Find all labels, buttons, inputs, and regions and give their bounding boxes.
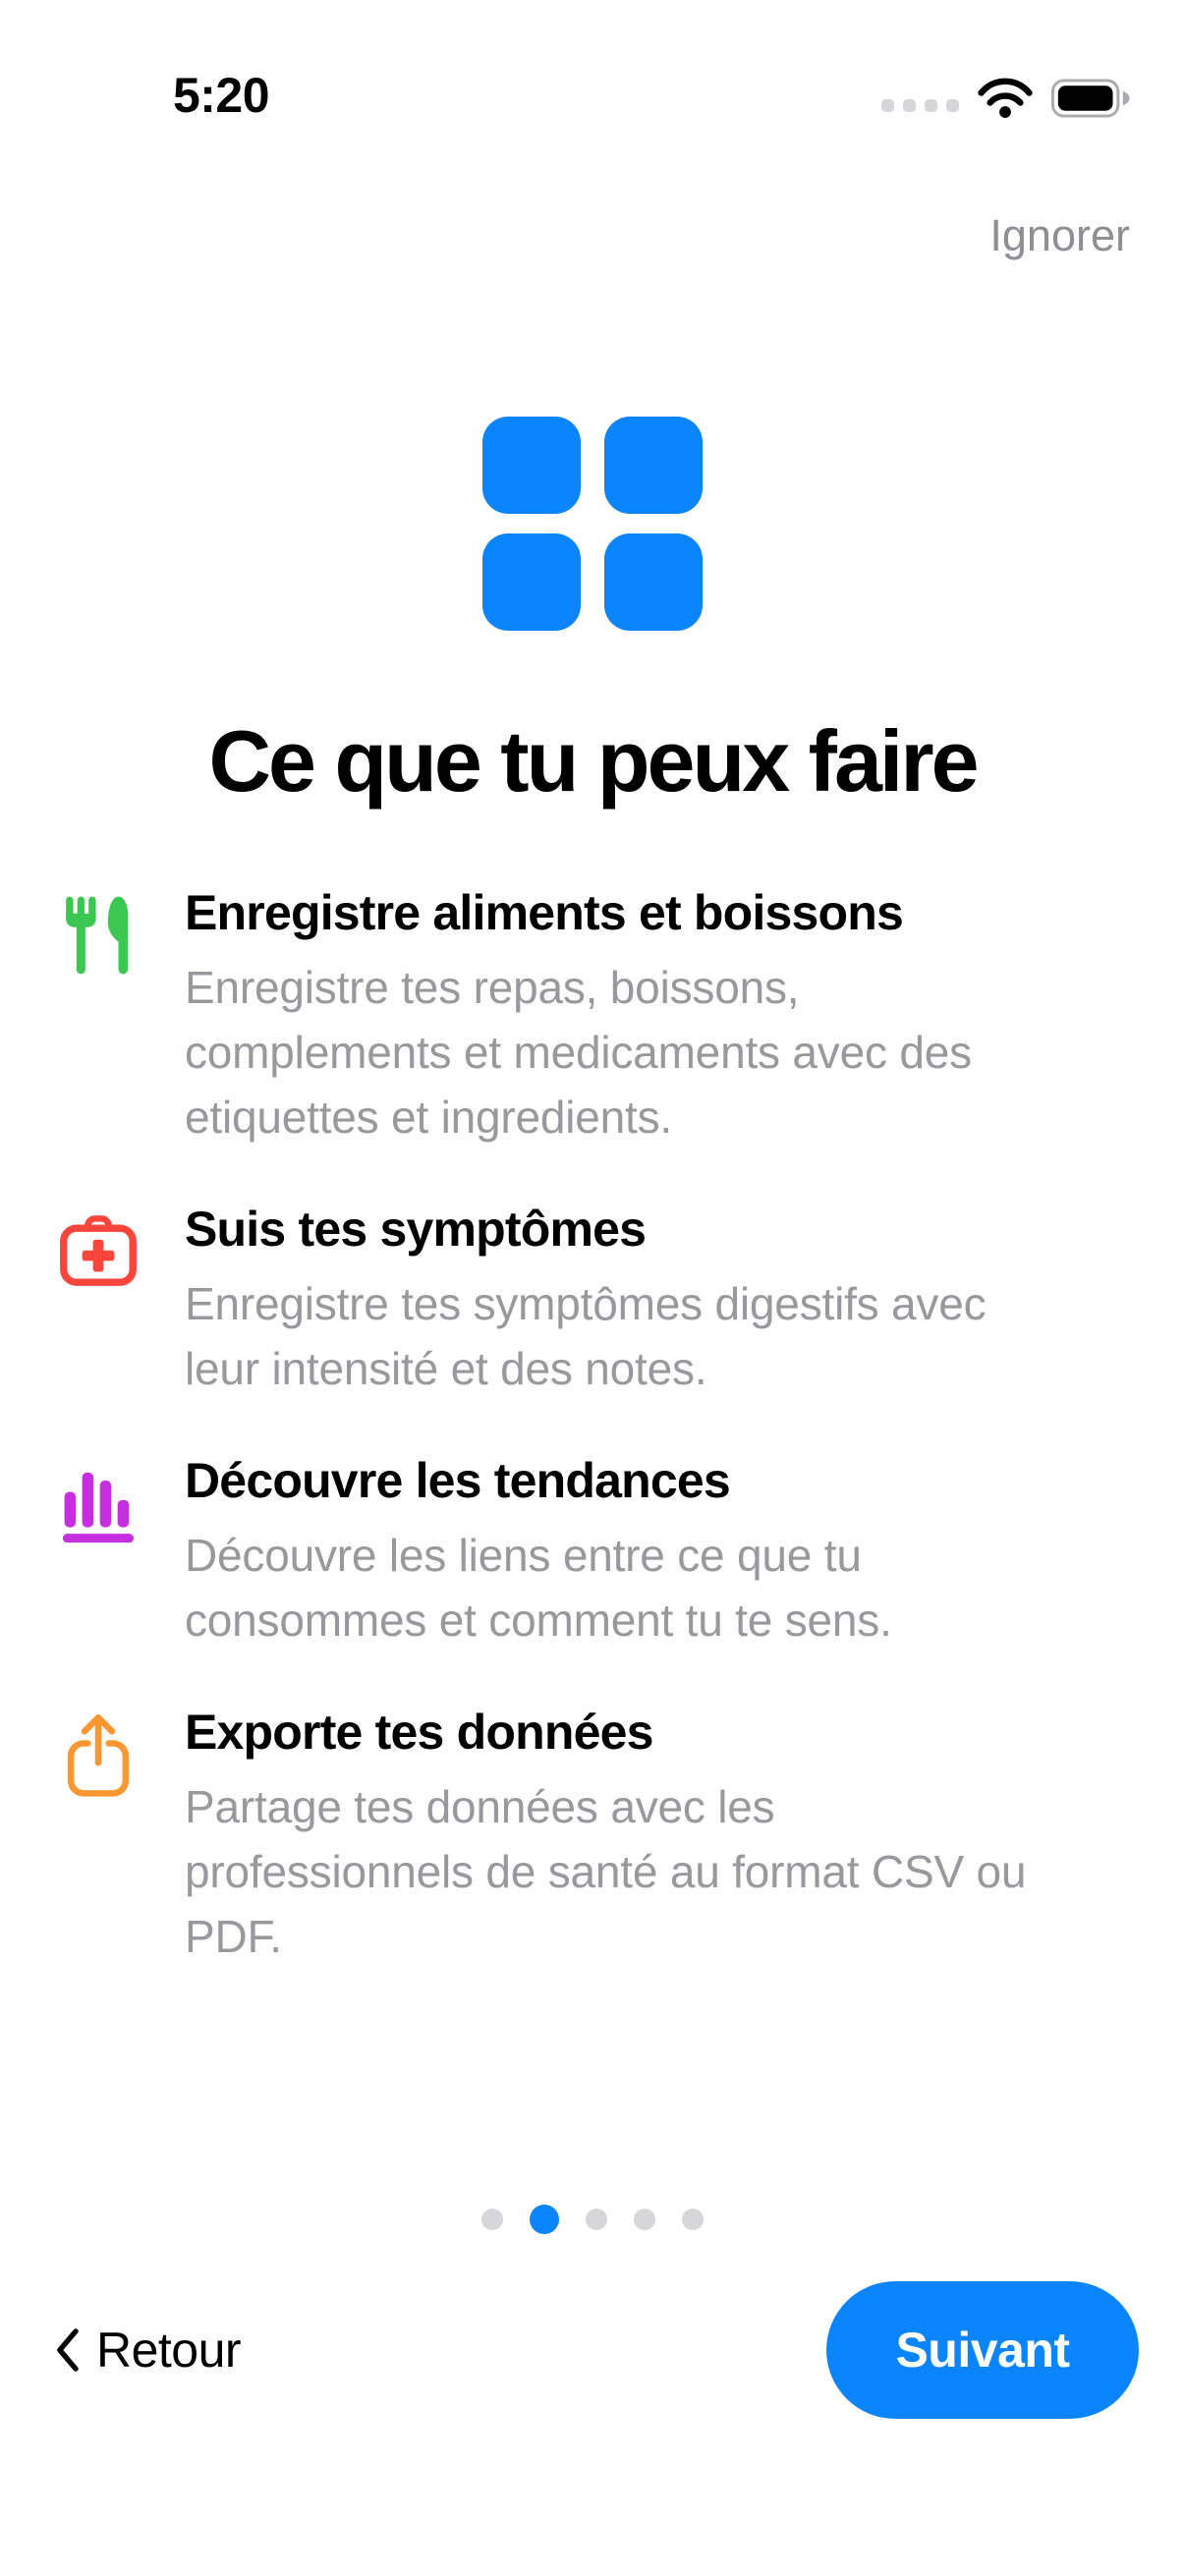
feature-title: Suis tes symptômes <box>185 1202 647 1257</box>
feature-title: Enregistre aliments et boissons <box>185 885 903 940</box>
feature-description: Enregistre tes symptômes digestifs avec leur intensité et des notes. <box>185 1278 987 1394</box>
page-dot-2[interactable] <box>586 2209 607 2230</box>
cellular-signal-icon <box>881 99 959 112</box>
back-button-label: Retour <box>96 2323 242 2378</box>
page-dot-3[interactable] <box>634 2209 655 2230</box>
feature-description: Découvre les liens entre ce que tu consommes et comment tu te sens. <box>185 1530 892 1646</box>
skip-button[interactable]: Ignorer <box>989 210 1130 260</box>
feature-row-log-food <box>54 882 1138 1149</box>
feature-description: Partage tes données avec les professionnels de santé au format CSV ou PDF. <box>185 1781 1027 1962</box>
feature-title: Découvre les tendances <box>185 1453 730 1508</box>
chevron-left-icon <box>54 2327 81 2373</box>
feature-description: Enregistre tes repas, boissons, complements et medicaments avec des etiquettes et ingredients. <box>185 962 972 1143</box>
page-title: Ce que tu peux faire <box>208 712 977 810</box>
bar-chart-icon <box>54 1450 185 1652</box>
feature-row-symptoms <box>54 1199 1138 1401</box>
footer-nav <box>54 2281 1139 2419</box>
next-button-label: Suivant <box>895 2323 1070 2378</box>
feature-row-trends <box>54 1450 1138 1652</box>
status-bar-time: 5:20 <box>172 68 270 123</box>
page-dot-0[interactable] <box>481 2209 503 2230</box>
feature-title: Exporte tes données <box>185 1705 653 1760</box>
feature-row-export <box>54 1702 1138 1969</box>
wifi-icon <box>977 76 1034 121</box>
fork-knife-icon <box>54 882 185 1149</box>
share-icon <box>54 1702 185 1969</box>
battery-icon <box>1051 79 1134 118</box>
page-indicator <box>0 2205 1185 2234</box>
next-button[interactable] <box>826 2281 1139 2419</box>
feature-list <box>54 882 1138 2018</box>
first-aid-case-icon <box>54 1199 185 1401</box>
page-dot-4[interactable] <box>682 2209 704 2230</box>
page-dot-1[interactable] <box>530 2205 559 2234</box>
back-button[interactable] <box>54 2322 241 2379</box>
grid-squares-icon <box>482 417 703 631</box>
status-bar-icons <box>881 73 1134 124</box>
